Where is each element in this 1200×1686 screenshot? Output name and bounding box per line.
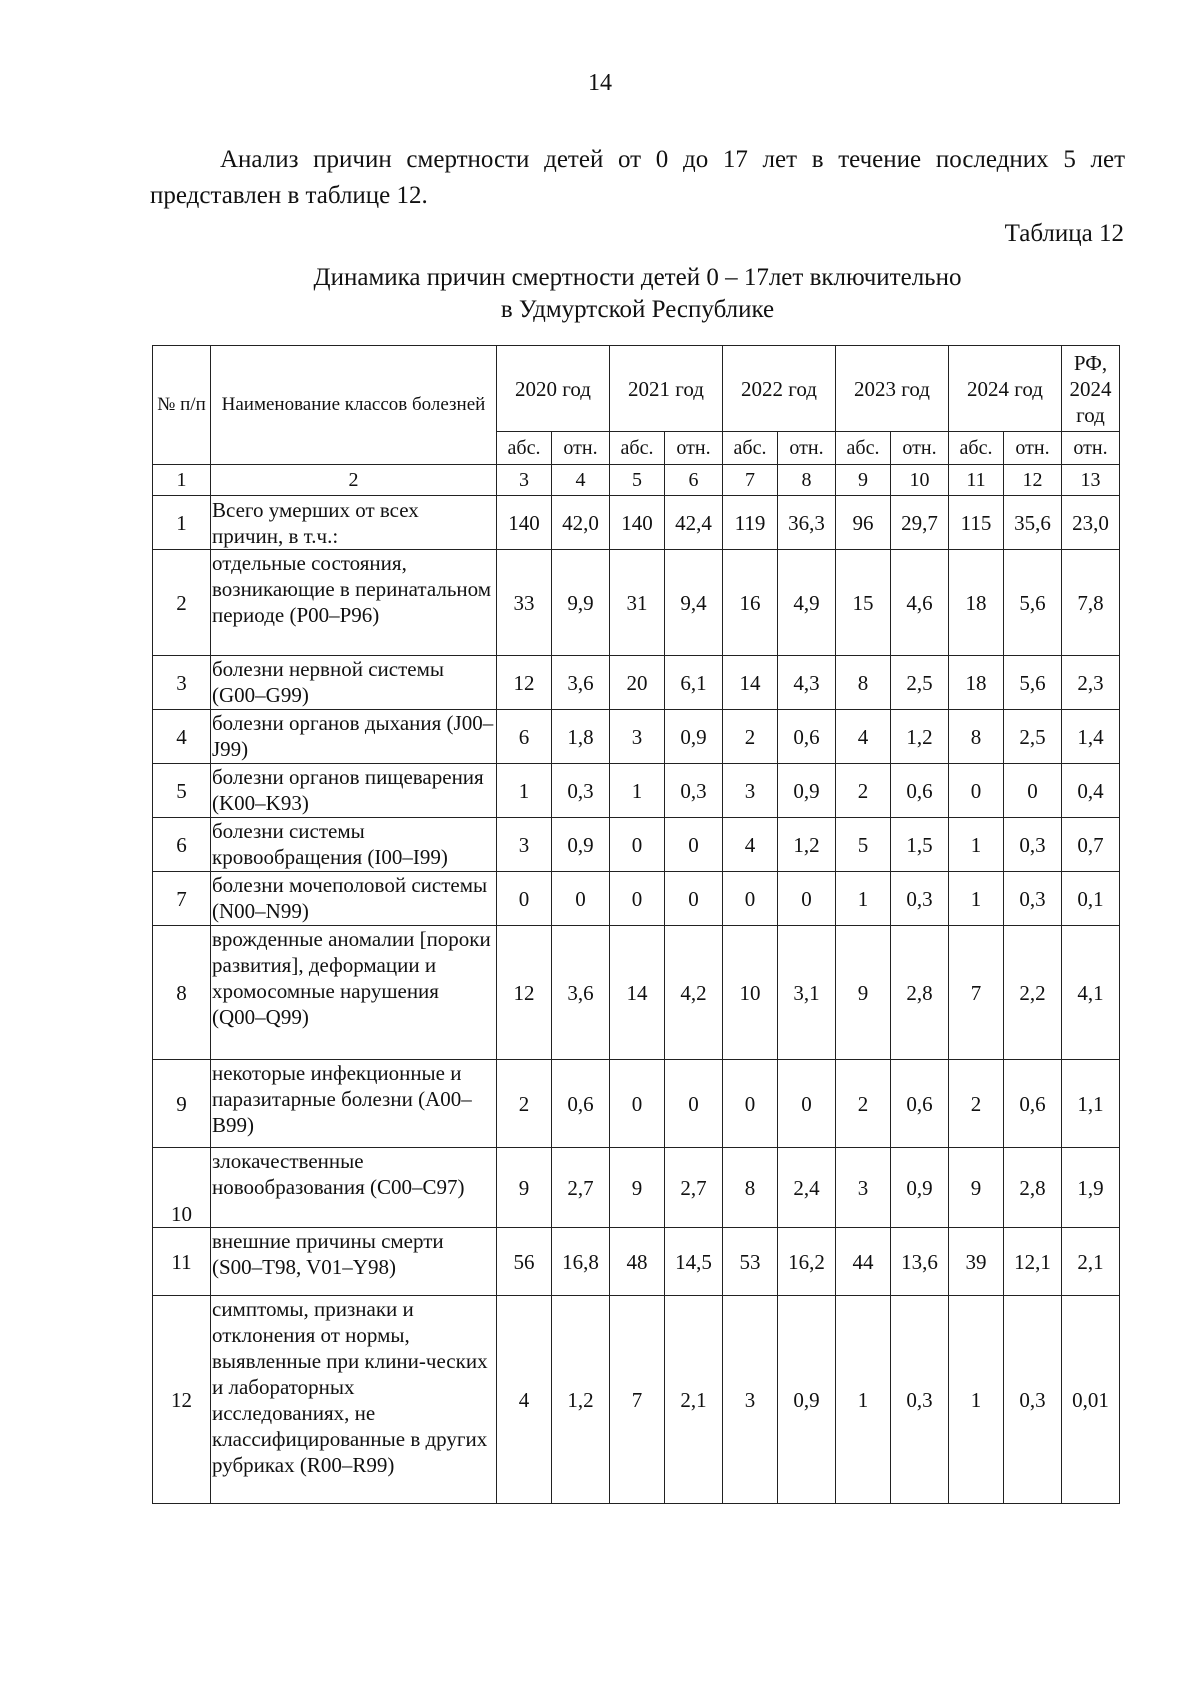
header-rel: отн. xyxy=(1062,432,1120,465)
table-body xyxy=(153,496,1120,1504)
cell-abs: 2 xyxy=(836,764,891,818)
header-rel: отн. xyxy=(778,432,836,465)
disease-class-name: болезни нервной системы (G00–G99) xyxy=(211,656,497,710)
cell-rel: 0,9 xyxy=(552,818,610,872)
cell-rel: 1,5 xyxy=(891,818,949,872)
cell-rel: 14,5 xyxy=(665,1228,723,1296)
header-year-2023: 2023 год xyxy=(836,346,949,432)
cell-rel: 0 xyxy=(1004,764,1062,818)
cell-rel: 0,3 xyxy=(1004,872,1062,926)
column-index: 9 xyxy=(836,465,891,496)
cell-rel: 0,6 xyxy=(552,1060,610,1148)
header-abs: абс. xyxy=(610,432,665,465)
cell-rf-rel: 7,8 xyxy=(1062,550,1120,656)
column-index: 12 xyxy=(1004,465,1062,496)
cell-rel: 0,6 xyxy=(778,710,836,764)
cell-abs: 10 xyxy=(723,926,778,1060)
cell-abs: 2 xyxy=(836,1060,891,1148)
header-year-2021: 2021 год xyxy=(610,346,723,432)
cell-abs: 5 xyxy=(836,818,891,872)
cell-abs: 0 xyxy=(610,1060,665,1148)
cell-abs: 15 xyxy=(836,550,891,656)
cell-abs: 3 xyxy=(723,1296,778,1504)
header-year-2022: 2022 год xyxy=(723,346,836,432)
column-index: 3 xyxy=(497,465,552,496)
cell-abs: 8 xyxy=(949,710,1004,764)
cell-rel: 1,8 xyxy=(552,710,610,764)
cell-rf-rel: 2,3 xyxy=(1062,656,1120,710)
table-row xyxy=(153,656,1120,710)
header-year-2024: 2024 год xyxy=(949,346,1062,432)
cell-abs: 96 xyxy=(836,496,891,550)
cell-rf-rel: 0,7 xyxy=(1062,818,1120,872)
cell-abs: 9 xyxy=(497,1148,552,1228)
row-number: 12 xyxy=(153,1296,211,1504)
header-rel: отн. xyxy=(665,432,723,465)
cell-rf-rel: 0,4 xyxy=(1062,764,1120,818)
cell-rf-rel: 2,1 xyxy=(1062,1228,1120,1296)
table-title-line-1: Динамика причин смертности детей 0 – 17лет включительно xyxy=(313,264,962,291)
cell-abs: 14 xyxy=(610,926,665,1060)
cell-rel: 4,6 xyxy=(891,550,949,656)
cell-abs: 3 xyxy=(497,818,552,872)
cell-rel: 3,6 xyxy=(552,656,610,710)
row-number: 9 xyxy=(153,1060,211,1148)
cell-abs: 7 xyxy=(610,1296,665,1504)
cell-rel: 0,9 xyxy=(778,764,836,818)
cell-rel: 16,2 xyxy=(778,1228,836,1296)
cell-abs: 18 xyxy=(949,550,1004,656)
table-row xyxy=(153,818,1120,872)
cell-rf-rel: 1,9 xyxy=(1062,1148,1120,1228)
disease-class-name: злокачественные новообразования (C00–C97) xyxy=(211,1148,497,1228)
table-row xyxy=(153,1296,1120,1504)
disease-class-name: Всего умерших от всех причин, в т.ч.: xyxy=(211,496,497,550)
cell-rel: 0 xyxy=(665,818,723,872)
cell-abs: 3 xyxy=(836,1148,891,1228)
table-title xyxy=(150,262,1125,326)
disease-class-name: отдельные состояния, возникающие в перинатальном периоде (P00–P96) xyxy=(211,550,497,656)
cell-rel: 9,4 xyxy=(665,550,723,656)
cell-rel: 0,6 xyxy=(891,1060,949,1148)
cell-rf-rel: 23,0 xyxy=(1062,496,1120,550)
cell-rf-rel: 4,1 xyxy=(1062,926,1120,1060)
cell-rel: 0,3 xyxy=(1004,1296,1062,1504)
cell-rel: 0,3 xyxy=(891,1296,949,1504)
table-row xyxy=(153,872,1120,926)
column-index: 4 xyxy=(552,465,610,496)
cell-rel: 42,0 xyxy=(552,496,610,550)
cell-rel: 1,2 xyxy=(778,818,836,872)
cell-abs: 0 xyxy=(723,1060,778,1148)
header-abs: абс. xyxy=(497,432,552,465)
cell-rel: 2,1 xyxy=(665,1296,723,1504)
cell-abs: 3 xyxy=(723,764,778,818)
cell-rel: 2,8 xyxy=(891,926,949,1060)
cell-abs: 8 xyxy=(836,656,891,710)
cell-abs: 1 xyxy=(836,1296,891,1504)
cell-abs: 44 xyxy=(836,1228,891,1296)
cell-rel: 1,2 xyxy=(552,1296,610,1504)
disease-class-name: внешние причины смерти (S00–T98, V01–Y98) xyxy=(211,1228,497,1296)
column-index: 11 xyxy=(949,465,1004,496)
cell-rel: 5,6 xyxy=(1004,656,1062,710)
header-abs: абс. xyxy=(836,432,891,465)
header-rel: отн. xyxy=(552,432,610,465)
cell-rel: 4,3 xyxy=(778,656,836,710)
cell-abs: 53 xyxy=(723,1228,778,1296)
cell-abs: 31 xyxy=(610,550,665,656)
table-title-line-2: в Удмуртской Республике xyxy=(500,296,775,323)
header-year-2020: 2020 год xyxy=(497,346,610,432)
cell-rel: 4,9 xyxy=(778,550,836,656)
table-row xyxy=(153,1228,1120,1296)
cell-rel: 0 xyxy=(665,1060,723,1148)
cell-rel: 0,9 xyxy=(891,1148,949,1228)
cell-rel: 2,4 xyxy=(778,1148,836,1228)
header-class-name: Наименование классов болезней xyxy=(211,346,497,465)
cell-abs: 1 xyxy=(949,1296,1004,1504)
row-number: 8 xyxy=(153,926,211,1060)
cell-abs: 20 xyxy=(610,656,665,710)
column-index: 1 xyxy=(153,465,211,496)
cell-rel: 2,7 xyxy=(552,1148,610,1228)
cell-abs: 0 xyxy=(723,872,778,926)
column-index: 5 xyxy=(610,465,665,496)
table-row xyxy=(153,550,1120,656)
cell-rel: 0,3 xyxy=(665,764,723,818)
header-abs: абс. xyxy=(949,432,1004,465)
cell-rel: 0 xyxy=(665,872,723,926)
table-row xyxy=(153,1060,1120,1148)
cell-rel: 0 xyxy=(778,1060,836,1148)
cell-rel: 12,1 xyxy=(1004,1228,1062,1296)
cell-rel: 29,7 xyxy=(891,496,949,550)
table-row xyxy=(153,1148,1120,1228)
cell-rel: 2,5 xyxy=(1004,710,1062,764)
cell-rel: 3,6 xyxy=(552,926,610,1060)
cell-abs: 119 xyxy=(723,496,778,550)
header-abs: абс. xyxy=(723,432,778,465)
row-number: 3 xyxy=(153,656,211,710)
cell-rel: 1,2 xyxy=(891,710,949,764)
cell-abs: 33 xyxy=(497,550,552,656)
cell-rel: 0 xyxy=(778,872,836,926)
cell-abs: 4 xyxy=(836,710,891,764)
cell-rel: 2,5 xyxy=(891,656,949,710)
cell-abs: 56 xyxy=(497,1228,552,1296)
cell-abs: 1 xyxy=(836,872,891,926)
cell-abs: 140 xyxy=(497,496,552,550)
intro-paragraph: Анализ причин смертности детей от 0 до 17 лет в течение последних 5 лет представлен в таблице 12. xyxy=(150,146,1125,209)
cell-rel: 2,7 xyxy=(665,1148,723,1228)
disease-class-name: врожденные аномалии [пороки развития], деформации и хромосомные нарушения (Q00–Q99) xyxy=(211,926,497,1060)
cell-rel: 0,3 xyxy=(891,872,949,926)
cell-abs: 9 xyxy=(610,1148,665,1228)
row-number: 5 xyxy=(153,764,211,818)
column-index: 8 xyxy=(778,465,836,496)
table-row xyxy=(153,496,1120,550)
cell-abs: 115 xyxy=(949,496,1004,550)
header-rel: отн. xyxy=(1004,432,1062,465)
row-number: 2 xyxy=(153,550,211,656)
cell-abs: 12 xyxy=(497,926,552,1060)
row-number: 4 xyxy=(153,710,211,764)
disease-class-name: некоторые инфекционные и паразитарные болезни (A00–B99) xyxy=(211,1060,497,1148)
column-index-row xyxy=(153,465,1120,496)
header-number: № п/п xyxy=(153,346,211,465)
cell-abs: 7 xyxy=(949,926,1004,1060)
disease-class-name: болезни системы кровообращения (I00–I99) xyxy=(211,818,497,872)
header-rel: отн. xyxy=(891,432,949,465)
table-label: Таблица 12 xyxy=(1004,220,1124,247)
cell-rel: 4,2 xyxy=(665,926,723,1060)
mortality-table xyxy=(152,345,1120,1504)
cell-rel: 35,6 xyxy=(1004,496,1062,550)
cell-abs: 0 xyxy=(497,872,552,926)
cell-abs: 1 xyxy=(949,872,1004,926)
cell-rel: 0,3 xyxy=(1004,818,1062,872)
cell-abs: 48 xyxy=(610,1228,665,1296)
cell-abs: 140 xyxy=(610,496,665,550)
cell-abs: 1 xyxy=(949,818,1004,872)
cell-rf-rel: 0,1 xyxy=(1062,872,1120,926)
disease-class-name: болезни мочеполовой системы (N00–N99) xyxy=(211,872,497,926)
cell-abs: 3 xyxy=(610,710,665,764)
cell-rel: 6,1 xyxy=(665,656,723,710)
cell-rel: 2,8 xyxy=(1004,1148,1062,1228)
cell-rf-rel: 1,1 xyxy=(1062,1060,1120,1148)
cell-abs: 18 xyxy=(949,656,1004,710)
row-number: 6 xyxy=(153,818,211,872)
cell-rel: 0,6 xyxy=(891,764,949,818)
cell-rel: 0,6 xyxy=(1004,1060,1062,1148)
cell-abs: 1 xyxy=(497,764,552,818)
cell-abs: 2 xyxy=(497,1060,552,1148)
cell-rel: 42,4 xyxy=(665,496,723,550)
row-number: 7 xyxy=(153,872,211,926)
cell-rel: 5,6 xyxy=(1004,550,1062,656)
cell-rf-rel: 1,4 xyxy=(1062,710,1120,764)
cell-rel: 0 xyxy=(552,872,610,926)
cell-abs: 12 xyxy=(497,656,552,710)
cell-rel: 0,9 xyxy=(778,1296,836,1504)
cell-abs: 1 xyxy=(610,764,665,818)
cell-rf-rel: 0,01 xyxy=(1062,1296,1120,1504)
header-rf-2024: РФ, 2024 год xyxy=(1062,346,1120,432)
cell-abs: 2 xyxy=(723,710,778,764)
cell-abs: 16 xyxy=(723,550,778,656)
cell-abs: 39 xyxy=(949,1228,1004,1296)
table-row xyxy=(153,926,1120,1060)
cell-abs: 0 xyxy=(949,764,1004,818)
cell-rel: 36,3 xyxy=(778,496,836,550)
disease-class-name: болезни органов пищеварения (K00–K93) xyxy=(211,764,497,818)
column-index: 13 xyxy=(1062,465,1120,496)
disease-class-name: болезни органов дыхания (J00–J99) xyxy=(211,710,497,764)
cell-rel: 13,6 xyxy=(891,1228,949,1296)
column-index: 10 xyxy=(891,465,949,496)
cell-rel: 0,9 xyxy=(665,710,723,764)
cell-rel: 9,9 xyxy=(552,550,610,656)
table-row xyxy=(153,764,1120,818)
cell-rel: 2,2 xyxy=(1004,926,1062,1060)
row-number: 10 xyxy=(153,1148,211,1228)
disease-class-name: симптомы, признаки и отклонения от нормы, выявленные при клини-ческих и лабораторных исследованиях, не классифицированные в других рубриках (R00–R99) xyxy=(211,1296,497,1504)
cell-rel: 16,8 xyxy=(552,1228,610,1296)
cell-abs: 8 xyxy=(723,1148,778,1228)
row-number: 11 xyxy=(153,1228,211,1296)
cell-rel: 3,1 xyxy=(778,926,836,1060)
cell-abs: 0 xyxy=(610,818,665,872)
page-number: 14 xyxy=(588,70,612,96)
table-row xyxy=(153,710,1120,764)
column-index: 7 xyxy=(723,465,778,496)
row-number: 1 xyxy=(153,496,211,550)
column-index: 6 xyxy=(665,465,723,496)
cell-abs: 9 xyxy=(836,926,891,1060)
cell-abs: 4 xyxy=(497,1296,552,1504)
cell-abs: 4 xyxy=(723,818,778,872)
cell-abs: 0 xyxy=(610,872,665,926)
cell-abs: 6 xyxy=(497,710,552,764)
cell-abs: 2 xyxy=(949,1060,1004,1148)
cell-rel: 0,3 xyxy=(552,764,610,818)
column-index: 2 xyxy=(211,465,497,496)
cell-abs: 9 xyxy=(949,1148,1004,1228)
cell-abs: 14 xyxy=(723,656,778,710)
